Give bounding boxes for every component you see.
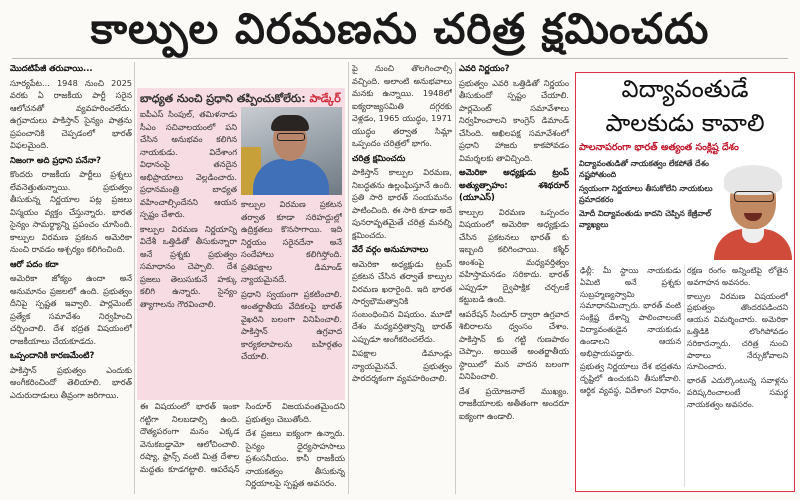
article-paragraph: పాకిస్తాన్ కాల్పుల విరమణ, నిబద్ధతను ఉల్లంఘిస్తూనే ఉంది. ప్రతి సారి భారత్ సంయమనం పాటించింది. ఈ సారి కూడా అదే పునరావృతమైతే చరిత్ర మనల్ని క్షమించదు. [352, 167, 452, 240]
interview-heading [140, 92, 341, 108]
sidebar-subhead: పాలనాపరంగా భారత్ అత్యంత సంక్లిష్ట దేశం [579, 142, 739, 153]
article-column-2-right [241, 198, 342, 396]
article-paragraph: కాల్పుల విరమణ విషయంలో ప్రభుత్వం తొందరపడిందని ఆయన విమర్శించారు. అమెరికా ఒత్తిడికి లొంగిపోవడం సరికాదన్నారు. చరిత్ర నుంచి పాఠాలు నేర్చుకోవాలని సూచించారు. [687, 291, 788, 372]
article-paragraph: అమెరికా అధ్యక్షుడు ట్రంప్ ప్రకటన చేసిన తర్వాతే కాల్పుల విరమణ ఖరారైంది. ఇది భారత సార్వభౌమత్వానికి సంబంధించిన విషయం. మూడో దేశం మధ్యవర్తిత్వాన్ని భారత్ ఎప్పుడూ అంగీకరించలేదు. [352, 258, 452, 344]
article-subhead: అమెరికా అధ్యక్షుడు ట్రంప్ అత్యుత్సాహం: శశిథరూర్ (యూఎస్) [459, 167, 569, 202]
column-divider [134, 62, 135, 494]
article-subhead: ఒప్పందానికి కారణమేంటి? [10, 350, 95, 360]
sidebar-point: స్వయంగా నిర్ణయాలు తీసుకోలేని నాయకులు ప్రమాదకరం [579, 184, 713, 204]
headline-rule [12, 58, 788, 59]
article-subhead: ఆరో పదం కదా [10, 258, 59, 269]
article-paragraph: విపక్షాల డిమాండ్లు న్యాయమైనవే. ప్రభుత్వం పారదర్శకంగా వ్యవహరించాలి. [352, 348, 452, 383]
article-paragraph: ఈ విషయంలో భారత్ ఇంకా గట్టిగా నిలబడాల్సి ఉంది. దౌత్యపరంగా మనం ఎక్కడ వెనుకబడ్డామో ఆలోచించాలి. రష్యా, ఫ్రాన్స్ వంటి మిత్ర దేశాల మద్దతు కూడగట్టాలి. ఆపరేషన్ సిందూర్ విజయవంతమైందని ప్రభుత్వం చెబుతోంది. [140, 401, 345, 474]
article-paragraph: ప్రభుత్వ నిర్ణయాలు దేశ భద్రతను దృష్టిలో ఉంచుకుని తీసుకోవాలి. ఆర్థిక వ్యవస్థ, విదేశాంగ విధానం, రక్షణ రంగం అన్నింటిపై లోతైన అవగాహన అవసరం. [580, 266, 788, 395]
sidebar-point: మోదీ విద్యావంతుడు కాదని చెప్పిన కేజ్రీవాల్ వ్యాఖ్యలు [579, 209, 712, 229]
article-paragraph: కొందరు రాజకీయ పార్టీలు ప్రశ్నలు లేవనెత్తుతున్నాయి. ప్రభుత్వం తీసుకున్న నిర్ణయాల పట్ల ప్రజలు విస్మయం వ్యక్తం చేస్తున్నారు. భారత సైన్యం సామర్థ్యాన్ని ప్రపంచం చూసింది. కాల్పుల విరమణ ప్రకటన అమెరికా నుంచి రావడం ఆశ్చర్యం కలిగించింది. [10, 169, 132, 254]
article-paragraph: పాకిస్తాన్ ప్రభుత్వం ఎందుకు అంగీకరించిందో తెలియాలి. భారత్ ఎదురుదాడులు తీవ్రంగా జరిగాయి. [10, 364, 132, 400]
headline-text: కాల్పుల విరమణను చరిత్ర క్షమించదు [90, 4, 710, 53]
article-paragraph: సూర్యపేట... 1948 నుంచి 2025 వరకు ఏ రాజకీయ పార్టీ సరైన ఆలోచనతో వ్యవహరించలేదు. ఉగ్రవాదులు పాకిస్తాన్ సైన్యం పాత్రను ప్రపంచానికి చెప్పడంలో భారత్ విఫలమైంది. [10, 77, 132, 150]
sidebar-points [579, 158, 719, 233]
article-paragraph: కాల్పుల విరమణ నిర్ణయాన్ని విదేశీ ఒత్తిడితో తీసుకున్నారా అనే ప్రశ్నకు ప్రభుత్వం సమాధానం చెప్పాలి. దేశ ప్రజలు తెలుసుకునే హక్కు కలిగి ఉన్నారు. సైన్యం త్యాగాలను గౌరవించాలి. [140, 223, 237, 309]
sidebar-point: విద్యావంతుడితో నాయకత్వం లేకపోతే దేశం నష్టపోతుంది [579, 159, 709, 179]
article-paragraph: ఆపరేషన్ సిందూర్ ద్వారా ఉగ్రవాద శిబిరాలను ధ్వంసం చేశాం. పాకిస్తాన్ కు గట్టి గుణపాఠం చెప్పాం. అయితే అంతర్జాతీయ స్థాయిలో మన వాదన బలంగా వినిపించాలి. [459, 308, 569, 381]
article-column-1 [10, 62, 132, 494]
article-subhead: చరిత్ర క్షమించదు [352, 152, 406, 163]
article-column-2 [140, 108, 237, 398]
article-paragraph: అమెరికా జోక్యం ఉందా అనే అనుమానం ప్రజలలో ఉంది. ప్రభుత్వం దీనిపై స్పష్టత ఇవ్వాలి. పార్లమెంట్ ప్రత్యేక సమావేశం నిర్వహించి చర్చించాలి. దేశ భద్రత విషయంలో రాజకీయాలు చేయకూడదు. [10, 273, 132, 346]
article-column-4 [459, 62, 569, 494]
photo-shirt [253, 159, 329, 195]
photo-glasses [277, 133, 305, 141]
article-paragraph: ఢిల్లీ: మీ స్థాయి నాయకుడు ఏమిటి అనే ప్రశ్నకు సుబ్రహ్మణ్యస్వామి సమాధానమిచ్చారు. భారత్ వంటి సంక్లిష్ట దేశాన్ని పాలించాలంటే విద్యావంతుడైన నాయకుడు ఉండాలని ఆయన అభిప్రాయపడ్డారు. [580, 266, 681, 358]
column-divider [455, 62, 456, 494]
article-paragraph: ఐపీఎస్ సింపుల్, తమిళనాడు సీఎం సచివాలయంలో పని చేసిన అనుభవం కలిగిన నాయకుడు. విదేశాంగ విధానంపై తనదైన అభిప్రాయాలు వెల్లడించారు. ప్రధానమంత్రి బాధ్యత వహించాల్సిందేనని ఆయన స్పష్టం చేశారు. [140, 109, 237, 219]
article-subhead: వేరే వర్గం అనుమానాలు [352, 244, 429, 254]
article-paragraph: దేశ ప్రయోజనాలే ముఖ్యం. రాజకీయాలకు అతీతంగా అందరూ ఐక్యంగా ఉండాలి. [459, 385, 569, 421]
article-paragraph: భారత్ ఎదుర్కొంటున్న సవాళ్లను పరిష్కరించాలంటే సమర్థ నాయకత్వం అవసరం. [687, 376, 788, 409]
article-paragraph: కాల్పుల విరమణ ఒప్పందం విషయంలో అమెరికా అధ్యక్షుడు చేసిన ప్రకటనలు భారత్ కు ఇబ్బంది కలిగించాయి. కశ్మీర్ అంశంపై మధ్యవర్తిత్వం వహిస్తామనడం సరికాదు. భారత్ ఎప్పుడూ ద్వైపాక్షిక చర్చలకే కట్టుబడి ఉంది. [459, 206, 569, 304]
article-subhead: నిజంగా అది ప్రధాని పనేనా? [10, 154, 101, 165]
portrait-glasses [734, 191, 774, 202]
article-subhead: మొదటిపేజీ తరువాయి... [10, 63, 93, 73]
column-divider [348, 62, 349, 494]
sidebar-body [580, 265, 788, 487]
sidebar-quote-line2: పాలకుడు కావాలి [605, 109, 765, 137]
article-paragraph: కాల్పుల విరమణ ప్రకటన తర్వాత కూడా సరిహద్దుల్లో ఉద్రిక్తతలు కొనసాగాయి. ఇది నిర్ణయం సరైనదేనా అనే సందేహాలు కలిగిస్తోంది. ప్రతిపక్షాల డిమాండ్ న్యాయమైనదే. [241, 199, 342, 284]
interview-photo [241, 107, 342, 195]
sidebar-portrait [714, 157, 792, 260]
sidebar-quote-line1: విద్యావంతుడే [621, 75, 749, 103]
article-subhead: ఎవరి నిర్ణయం? [459, 63, 510, 73]
article-paragraph: ప్రభుత్వం ఎవరి ఒత్తిడితో నిర్ణయం తీసుకుందో స్పష్టం చేయాలి. పార్లమెంట్ సమావేశాలు నిర్వహించాలని కాంగ్రెస్ డిమాండ్ చేసింది. అఖిలపక్ష సమావేశంలో ప్రధాని హాజరు కాకపోవడం విమర్శలకు తావిచ్చింది. [459, 77, 569, 163]
interview-heading-name: పాడ్కేర్ [309, 92, 341, 105]
article-paragraph: దేశ ప్రజలు ఐక్యంగా ఉన్నారు. సైన్యం ధైర్యసాహసాలు ప్రశంసనీయం. కానీ రాజకీయ నాయకత్వం తీసుకున్న నిర్ణయాలపై స్పష్టత అవసరం. [245, 428, 345, 488]
article-paragraph: ప్రధాని స్వయంగా ప్రకటించాలి. అంతర్జాతీయ వేదికలపై భారత్ వైఖరిని బలంగా వినిపించాలి. పాకిస్తాన్ ఉగ్రవాద కార్యకలాపాలను బహిర్గతం చేయాలి. [241, 288, 342, 361]
photo-hair [271, 115, 309, 131]
interview-heading-prefix: బాధ్యత నుంచి ప్రధాని తప్పించుకోలేరు: [140, 92, 306, 105]
article-column-3 [352, 62, 452, 494]
headline [0, 0, 800, 58]
article-paragraph: పై నుంచి తొలగించాల్సి వచ్చింది. అలాంటి అనుభవాలు మనకు ఉన్నాయి. 1948లో ఐక్యరాజ్యసమితి దగ్గరకు వెళ్లడం, 1965 యుద్ధం, 1971 యుద్ధం తర్వాత సిమ్లా ఒప్పందం చరిత్రలో భాగం. [352, 63, 452, 148]
article-column-2-lower [140, 400, 345, 494]
